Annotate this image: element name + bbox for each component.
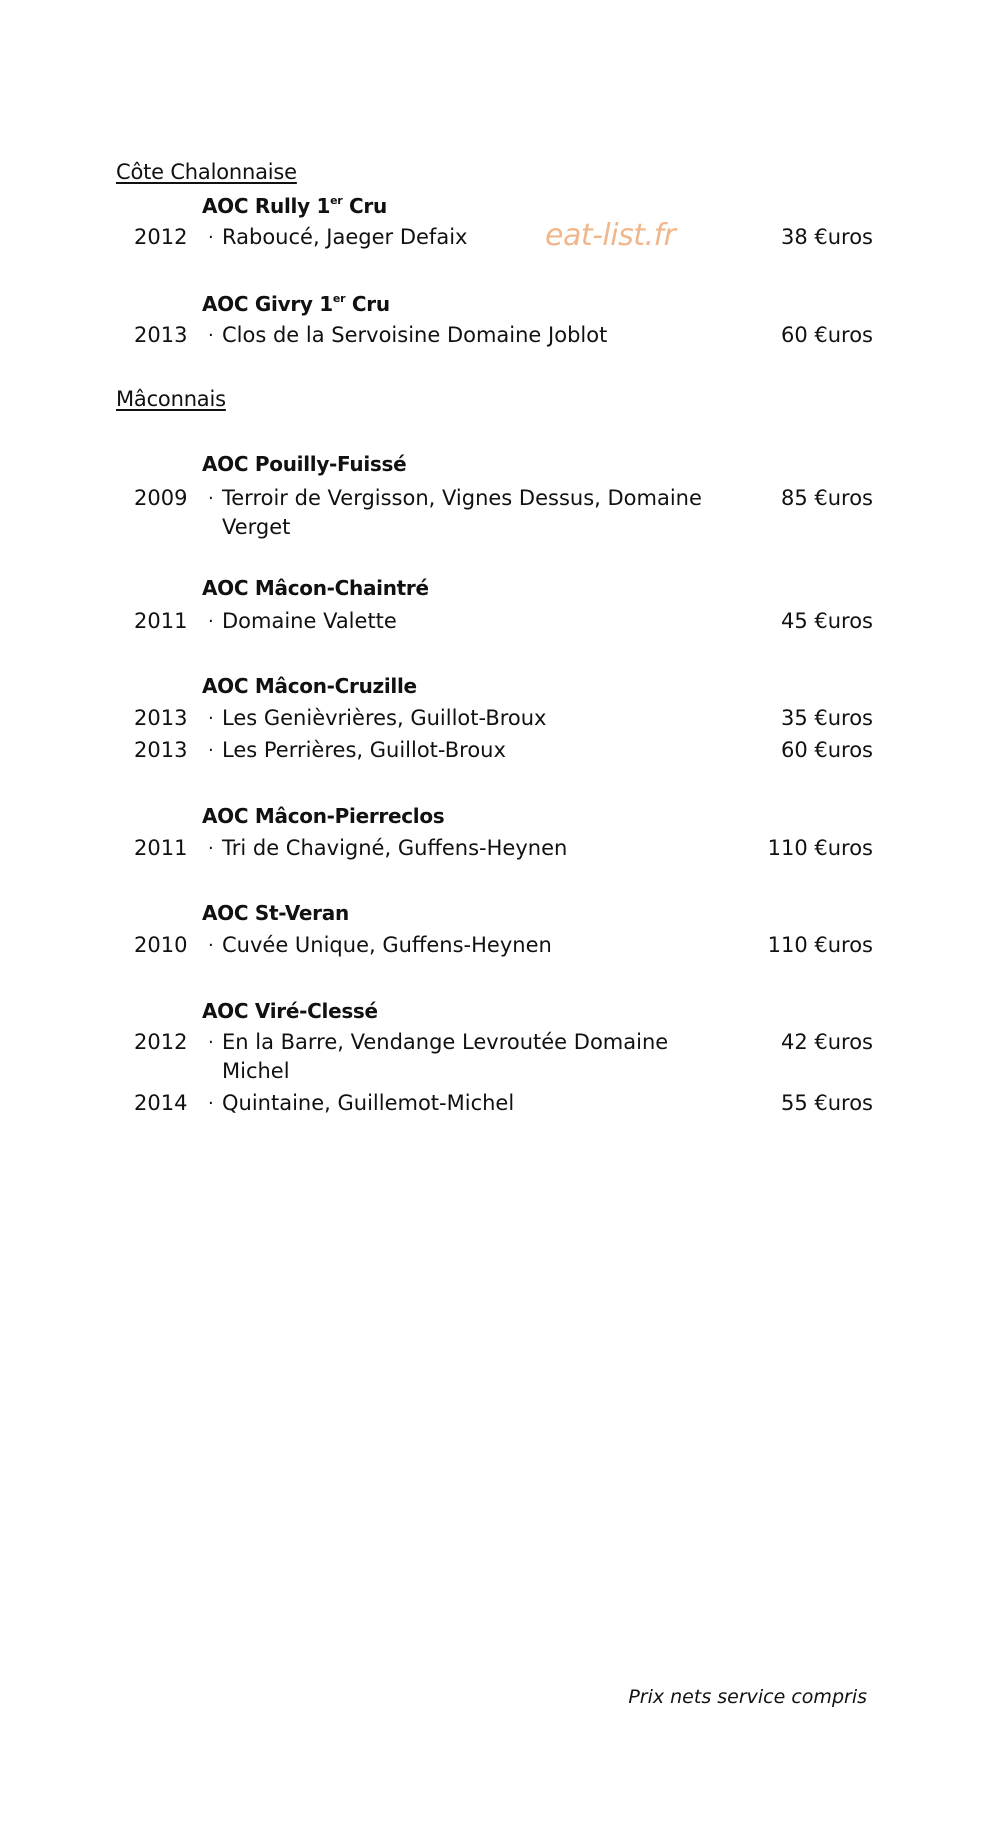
wine-price: 110 €uros xyxy=(767,836,873,860)
appellation-heading: AOC St-Veran xyxy=(202,901,349,925)
bullet-icon: · xyxy=(208,488,214,509)
appellation-heading: AOC Mâcon-Chaintré xyxy=(202,576,429,600)
region-heading: Côte Chalonnaise xyxy=(116,160,297,184)
wine-year: 2011 xyxy=(134,609,188,633)
wine-year: 2013 xyxy=(134,738,188,762)
appellation-heading: AOC Rully 1er Cru xyxy=(202,194,387,218)
wine-price: 60 €uros xyxy=(780,323,873,347)
wine-price: 85 €uros xyxy=(780,486,873,510)
bullet-icon: · xyxy=(208,227,214,248)
wine-year: 2014 xyxy=(134,1091,188,1115)
wine-year: 2012 xyxy=(134,225,188,249)
wine-price: 60 €uros xyxy=(780,738,873,762)
appellation-heading: AOC Viré-Clessé xyxy=(202,999,378,1023)
wine-name: · Clos de la Servoisine Domaine Joblot xyxy=(222,321,712,350)
wine-name: · Les Genièvrières, Guillot-Broux xyxy=(222,704,712,733)
appellation-heading: AOC Mâcon-Pierreclos xyxy=(202,804,445,828)
bullet-icon: · xyxy=(208,708,214,729)
wine-name: · Quintaine, Guillemot-Michel xyxy=(222,1089,712,1118)
wine-price: 38 €uros xyxy=(780,225,873,249)
region-heading: Mâconnais xyxy=(116,387,226,411)
watermark: eat-list.fr xyxy=(545,218,676,253)
wine-price: 42 €uros xyxy=(780,1030,873,1054)
wine-name: · Raboucé, Jaeger Defaix xyxy=(222,223,712,252)
wine-year: 2010 xyxy=(134,933,188,957)
bullet-icon: · xyxy=(208,611,214,632)
bullet-icon: · xyxy=(208,1032,214,1053)
bullet-icon: · xyxy=(208,935,214,956)
appellation-heading: AOC Givry 1er Cru xyxy=(202,292,390,316)
wine-price: 35 €uros xyxy=(780,706,873,730)
wine-price: 110 €uros xyxy=(767,933,873,957)
bullet-icon: · xyxy=(208,325,214,346)
wine-price: 55 €uros xyxy=(780,1091,873,1115)
wine-price: 45 €uros xyxy=(780,609,873,633)
wine-year: 2013 xyxy=(134,706,188,730)
wine-name: · Cuvée Unique, Guffens-Heynen xyxy=(222,931,712,960)
appellation-heading: AOC Pouilly-Fuissé xyxy=(202,452,407,476)
footer-note: Prix nets service compris xyxy=(628,1686,867,1708)
wine-year: 2012 xyxy=(134,1030,188,1054)
wine-year: 2009 xyxy=(134,486,188,510)
bullet-icon: · xyxy=(208,740,214,761)
wine-year: 2013 xyxy=(134,323,188,347)
wine-name: · Domaine Valette xyxy=(222,607,712,636)
bullet-icon: · xyxy=(208,1093,214,1114)
appellation-heading: AOC Mâcon-Cruzille xyxy=(202,674,417,698)
wine-name: · Terroir de Vergisson, Vignes Dessus, Domaine Verget xyxy=(208,486,702,539)
wine-name: · Tri de Chavigné, Guffens-Heynen xyxy=(222,834,712,863)
wine-name: · En la Barre, Vendange Levroutée Domaine Michel xyxy=(208,1030,669,1083)
wine-name: · Les Perrières, Guillot-Broux xyxy=(222,736,712,765)
wine-year: 2011 xyxy=(134,836,188,860)
bullet-icon: · xyxy=(208,838,214,859)
